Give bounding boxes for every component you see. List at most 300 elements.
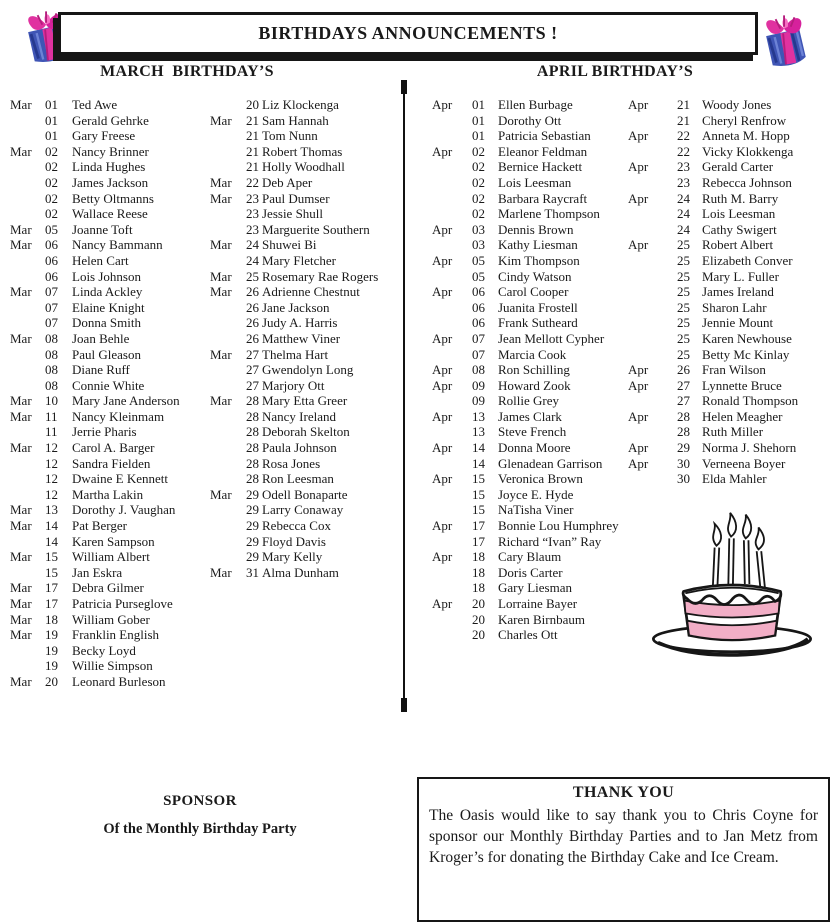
name-label: Juanita Frostell: [498, 299, 578, 315]
day-label: 25: [677, 299, 690, 315]
day-label: 18: [472, 580, 485, 596]
birthday-row: [210, 97, 402, 113]
month-label: [210, 253, 246, 269]
birthday-row: [432, 518, 624, 534]
day-label: 07: [472, 346, 485, 362]
name-label: Marguerite Southern: [262, 221, 370, 237]
birthday-row: [10, 284, 202, 300]
birthday-row: [628, 237, 828, 253]
month-label: [432, 347, 472, 363]
birthday-row: [432, 612, 624, 628]
month-label: [628, 222, 677, 238]
day-label: 15: [45, 549, 58, 565]
month-label: Apr: [432, 440, 453, 456]
name-label: Kathy Liesman: [498, 237, 578, 253]
name-label: Fran Wilson: [702, 362, 766, 378]
name-label: William Albert: [72, 549, 150, 565]
day-label: 28: [677, 408, 690, 424]
month-label: Mar: [210, 268, 232, 284]
month-label: Apr: [432, 596, 453, 611]
birthday-row: [628, 175, 828, 191]
birthday-row: [432, 409, 624, 425]
birthday-row: [10, 191, 202, 207]
name-label: Franklin English: [72, 627, 160, 643]
day-label: 21: [246, 128, 259, 144]
name-label: Marcia Cook: [498, 346, 567, 362]
birthday-row: [432, 627, 624, 643]
birthday-row: [210, 565, 402, 581]
day-label: 22: [677, 128, 690, 144]
name-label: Howard Zook: [498, 377, 571, 393]
march-list-col2: [210, 97, 402, 580]
birthday-row: [210, 487, 402, 503]
birthday-row: [432, 565, 624, 581]
month-label: Apr: [432, 408, 453, 424]
day-label: 19: [45, 642, 58, 658]
birthday-row: [10, 315, 202, 331]
name-label: Martha Lakin: [72, 486, 144, 502]
name-label: Frank Sutheard: [498, 315, 578, 331]
month-label: [628, 269, 677, 285]
thank-you-body: The Oasis would like to say thank you to Chris Coyne for sponsor our Monthly Birthday Parties and to Jan Metz from Kroger’s for donating the Birthday Cake and Ice Cream.: [429, 807, 818, 866]
day-label: 18: [472, 549, 485, 565]
month-label: Apr: [628, 237, 649, 253]
month-label: Mar: [210, 237, 232, 253]
day-label: 02: [45, 159, 58, 175]
name-label: Vicky Klokkenga: [702, 143, 794, 159]
birthday-row: [432, 362, 624, 378]
name-label: Jennie Mount: [702, 315, 774, 331]
birthday-row: [628, 191, 828, 207]
birthday-row: [210, 362, 402, 378]
month-label: Apr: [432, 330, 453, 346]
month-label: Apr: [628, 408, 649, 424]
day-label: 20: [472, 596, 485, 611]
day-label: 25: [677, 315, 690, 331]
name-label: Jan Eskra: [72, 564, 123, 580]
day-label: 08: [45, 330, 58, 346]
birthday-row: [628, 378, 828, 394]
birthday-row: [432, 580, 624, 596]
birthday-row: [628, 206, 828, 222]
month-label: [432, 534, 472, 550]
month-label: [10, 315, 45, 331]
month-label: [432, 315, 472, 331]
month-label: [10, 269, 45, 285]
day-label: 17: [45, 596, 58, 611]
day-label: 17: [45, 580, 58, 596]
month-label: Mar: [210, 346, 232, 362]
birthday-row: [432, 191, 624, 207]
name-label: Sam Hannah: [262, 112, 329, 128]
name-label: Diane Ruff: [72, 362, 130, 378]
month-label: [10, 300, 45, 316]
month-label: [210, 534, 246, 550]
name-label: Gerald Carter: [702, 159, 774, 175]
day-label: 15: [45, 564, 58, 580]
month-label: Mar: [10, 330, 32, 346]
name-label: Ron Leesman: [262, 471, 334, 487]
day-label: 15: [472, 471, 485, 487]
birthday-row: [210, 409, 402, 425]
name-label: Connie White: [72, 377, 145, 393]
birthday-row: [432, 269, 624, 285]
birthday-row: [628, 393, 828, 409]
day-label: 08: [45, 362, 58, 378]
month-label: [432, 191, 472, 207]
month-label: Mar: [10, 408, 32, 424]
day-label: 01: [472, 128, 485, 144]
month-label: [10, 565, 45, 581]
birthday-row: [628, 347, 828, 363]
month-label: Mar: [10, 673, 32, 689]
birthday-row: [628, 456, 828, 472]
name-label: Matthew Viner: [262, 330, 341, 346]
day-label: 28: [246, 440, 259, 456]
day-label: 02: [45, 174, 58, 190]
name-label: Cathy Swigert: [702, 221, 777, 237]
birthday-row: [210, 534, 402, 550]
month-label: Apr: [432, 221, 453, 237]
birthday-row: [10, 612, 202, 628]
march-heading: MARCH BIRTHDAY’S: [100, 63, 274, 80]
name-label: Robert Thomas: [262, 143, 343, 159]
name-label: James Jackson: [72, 174, 149, 190]
name-label: Tom Nunn: [262, 128, 318, 144]
name-label: Joyce E. Hyde: [498, 486, 574, 502]
day-label: 02: [45, 206, 58, 222]
name-label: Wallace Reese: [72, 206, 148, 222]
birthday-row: [210, 315, 402, 331]
birthday-row: [432, 144, 624, 160]
month-label: [432, 424, 472, 440]
month-label: [628, 253, 677, 269]
month-label: Apr: [432, 97, 453, 112]
name-label: Nancy Kleinmam: [72, 408, 165, 424]
name-label: Jerrie Pharis: [72, 424, 137, 440]
month-label: [10, 159, 45, 175]
month-label: [432, 128, 472, 144]
month-label: [432, 206, 472, 222]
birthday-row: [10, 643, 202, 659]
day-label: 29: [677, 440, 690, 456]
name-label: Becky Loyd: [72, 642, 136, 658]
name-label: Dwaine E Kennett: [72, 471, 169, 487]
month-label: [432, 456, 472, 472]
month-label: [210, 159, 246, 175]
birthday-row: [10, 378, 202, 394]
month-label: Mar: [210, 174, 232, 190]
birthday-row: [210, 549, 402, 565]
name-label: Marjory Ott: [262, 377, 325, 393]
birthday-row: [432, 159, 624, 175]
april-list-col1: [432, 97, 624, 643]
name-label: Gwendolyn Long: [262, 362, 354, 378]
day-label: 14: [472, 455, 485, 471]
name-label: Dennis Brown: [498, 221, 574, 237]
birthday-row: [10, 347, 202, 363]
birthday-row: [10, 331, 202, 347]
day-label: 02: [472, 174, 485, 190]
day-label: 01: [45, 128, 58, 144]
day-label: 30: [677, 455, 690, 471]
birthday-row: [10, 206, 202, 222]
birthday-row: [432, 424, 624, 440]
birthday-row: [10, 440, 202, 456]
name-label: James Clark: [498, 408, 562, 424]
birthday-row: [432, 331, 624, 347]
month-label: Mar: [210, 284, 232, 300]
birthday-row: [210, 191, 402, 207]
month-label: [628, 471, 677, 487]
birthday-row: [10, 144, 202, 160]
birthday-row: [210, 175, 402, 191]
name-label: Dorothy Ott: [498, 112, 562, 128]
name-label: Woody Jones: [702, 97, 772, 112]
month-label: [10, 658, 45, 674]
birthday-row: [10, 518, 202, 534]
name-label: Betty Mc Kinlay: [702, 346, 790, 362]
month-label: Apr: [628, 97, 649, 112]
name-label: Doris Carter: [498, 564, 563, 580]
name-label: Rebecca Cox: [262, 518, 331, 534]
name-label: Alma Dunham: [262, 564, 339, 580]
birthday-row: [10, 237, 202, 253]
month-label: [210, 331, 246, 347]
day-label: 12: [45, 471, 58, 487]
birthday-row: [210, 284, 402, 300]
birthday-row: [10, 596, 202, 612]
sponsor-subtitle: Of the Monthly Birthday Party: [103, 821, 297, 837]
name-label: Anneta M. Hopp: [702, 128, 790, 144]
name-label: Patricia Purseglove: [72, 596, 173, 611]
day-label: 07: [472, 330, 485, 346]
day-label: 17: [472, 533, 485, 549]
birthday-row: [628, 222, 828, 238]
name-label: Donna Smith: [72, 315, 141, 331]
day-label: 26: [246, 284, 259, 300]
month-label: [10, 113, 45, 129]
birthday-row: [10, 97, 202, 113]
name-label: Elda Mahler: [702, 471, 767, 487]
month-label: [210, 456, 246, 472]
birthday-row: [10, 222, 202, 238]
birthday-row: [432, 378, 624, 394]
march-list-col1: [10, 97, 202, 690]
day-label: 12: [45, 486, 58, 502]
birthday-row: [10, 674, 202, 690]
name-label: Linda Hughes: [72, 159, 146, 175]
month-label: Mar: [10, 237, 32, 253]
month-label: [10, 643, 45, 659]
thank-you-title: THANK YOU: [572, 784, 675, 801]
month-label: Apr: [628, 377, 649, 393]
birthday-row: [10, 534, 202, 550]
month-label: Apr: [432, 284, 453, 300]
month-label: [628, 175, 677, 191]
birthday-row: [210, 159, 402, 175]
month-label: Mar: [210, 190, 232, 206]
month-label: Mar: [10, 596, 32, 611]
month-label: Apr: [432, 471, 453, 487]
birthday-row: [210, 253, 402, 269]
name-label: Glenadean Garrison: [498, 455, 603, 471]
month-label: [210, 97, 246, 113]
birthday-row: [10, 456, 202, 472]
month-label: [432, 580, 472, 596]
day-label: 05: [472, 252, 485, 268]
name-label: Deb Aper: [262, 174, 313, 190]
name-label: Thelma Hart: [262, 346, 329, 362]
birthday-row: [210, 237, 402, 253]
name-label: Mary Fletcher: [262, 252, 337, 268]
day-label: 02: [45, 190, 58, 206]
birthday-row: [10, 549, 202, 565]
day-label: 24: [677, 206, 690, 222]
month-label: Apr: [628, 128, 649, 144]
month-label: Apr: [432, 252, 453, 268]
name-label: Adrienne Chestnut: [262, 284, 360, 300]
birthday-row: [210, 440, 402, 456]
month-label: [210, 144, 246, 160]
day-label: 27: [246, 377, 259, 393]
birthday-row: [210, 300, 402, 316]
day-label: 12: [45, 455, 58, 471]
birthday-row: [10, 393, 202, 409]
birthday-row: [628, 362, 828, 378]
name-label: William Gober: [72, 611, 150, 627]
day-label: 02: [472, 159, 485, 175]
birthday-row: [628, 269, 828, 285]
day-label: 30: [677, 471, 690, 487]
name-label: Paul Dumser: [262, 190, 330, 206]
birthday-row: [210, 222, 402, 238]
name-label: Elaine Knight: [72, 299, 145, 315]
birthday-row: [10, 300, 202, 316]
day-label: 19: [45, 627, 58, 643]
month-label: [210, 549, 246, 565]
day-label: 28: [677, 424, 690, 440]
name-label: Jean Mellott Cypher: [498, 330, 605, 346]
month-label: [210, 315, 246, 331]
month-label: [432, 565, 472, 581]
month-label: Apr: [432, 143, 453, 159]
day-label: 11: [45, 424, 58, 440]
birthday-row: [10, 487, 202, 503]
month-label: [628, 315, 677, 331]
birthday-row: [10, 471, 202, 487]
day-label: 07: [45, 315, 58, 331]
name-label: Helen Cart: [72, 252, 129, 268]
day-label: 24: [246, 252, 259, 268]
month-label: [628, 300, 677, 316]
month-label: [210, 502, 246, 518]
day-label: 18: [45, 611, 58, 627]
name-label: Nancy Bammann: [72, 237, 163, 253]
name-label: Leonard Burleson: [72, 673, 166, 689]
month-label: Apr: [432, 362, 453, 378]
day-label: 05: [45, 221, 58, 237]
birthday-row: [432, 487, 624, 503]
name-label: Rosa Jones: [262, 455, 321, 471]
name-label: Eleanor Feldman: [498, 143, 588, 159]
month-label: Mar: [10, 440, 32, 456]
day-label: 05: [472, 268, 485, 284]
month-label: [432, 159, 472, 175]
day-label: 25: [677, 268, 690, 284]
day-label: 28: [246, 471, 259, 487]
month-label: [10, 191, 45, 207]
name-label: Mary Kelly: [262, 549, 323, 565]
name-label: Holly Woodhall: [262, 159, 345, 175]
month-label: [10, 378, 45, 394]
month-label: [432, 113, 472, 129]
day-label: 24: [677, 221, 690, 237]
month-label: [432, 502, 472, 518]
name-label: Gary Freese: [72, 128, 136, 144]
day-label: 15: [472, 502, 485, 518]
month-label: [628, 206, 677, 222]
birthday-row: [10, 409, 202, 425]
birthday-row: [432, 128, 624, 144]
birthday-row: [432, 440, 624, 456]
month-label: Mar: [10, 518, 32, 534]
birthday-row: [10, 159, 202, 175]
month-label: [210, 471, 246, 487]
name-label: Joan Behle: [72, 330, 130, 346]
birthday-row: [628, 284, 828, 300]
birthday-row: [432, 206, 624, 222]
sponsor-title: SPONSOR: [163, 793, 237, 809]
name-label: Rollie Grey: [498, 393, 560, 409]
name-label: Lorraine Bayer: [498, 596, 578, 611]
name-label: Lynnette Bruce: [702, 377, 782, 393]
month-label: [210, 206, 246, 222]
birthday-row: [210, 471, 402, 487]
name-label: Rebecca Johnson: [702, 174, 792, 190]
sponsor-note: [55, 793, 345, 838]
month-label: [10, 253, 45, 269]
name-label: NaTisha Viner: [498, 502, 574, 518]
month-label: Apr: [628, 362, 649, 378]
name-label: Larry Conaway: [262, 502, 344, 518]
name-label: Ruth M. Barry: [702, 190, 779, 206]
birthday-row: [10, 362, 202, 378]
month-label: [10, 471, 45, 487]
day-label: 18: [472, 564, 485, 580]
page-title: BIRTHDAYS ANNOUNCEMENTS !: [258, 23, 558, 43]
name-label: Lois Johnson: [72, 268, 141, 284]
birthday-row: [210, 502, 402, 518]
birthday-row: [210, 347, 402, 363]
name-label: Betty Oltmanns: [72, 190, 154, 206]
day-label: 01: [472, 112, 485, 128]
name-label: Rosemary Rae Rogers: [262, 268, 379, 284]
birthday-row: [432, 284, 624, 300]
birthday-row: [432, 300, 624, 316]
month-label: [432, 300, 472, 316]
day-label: 09: [472, 393, 485, 409]
day-label: 21: [677, 97, 690, 112]
birthday-row: [432, 393, 624, 409]
birthday-row: [10, 424, 202, 440]
day-label: 29: [246, 502, 259, 518]
month-label: [10, 487, 45, 503]
name-label: James Ireland: [702, 284, 774, 300]
month-label: [10, 175, 45, 191]
birthday-row: [628, 144, 828, 160]
day-label: 26: [246, 315, 259, 331]
